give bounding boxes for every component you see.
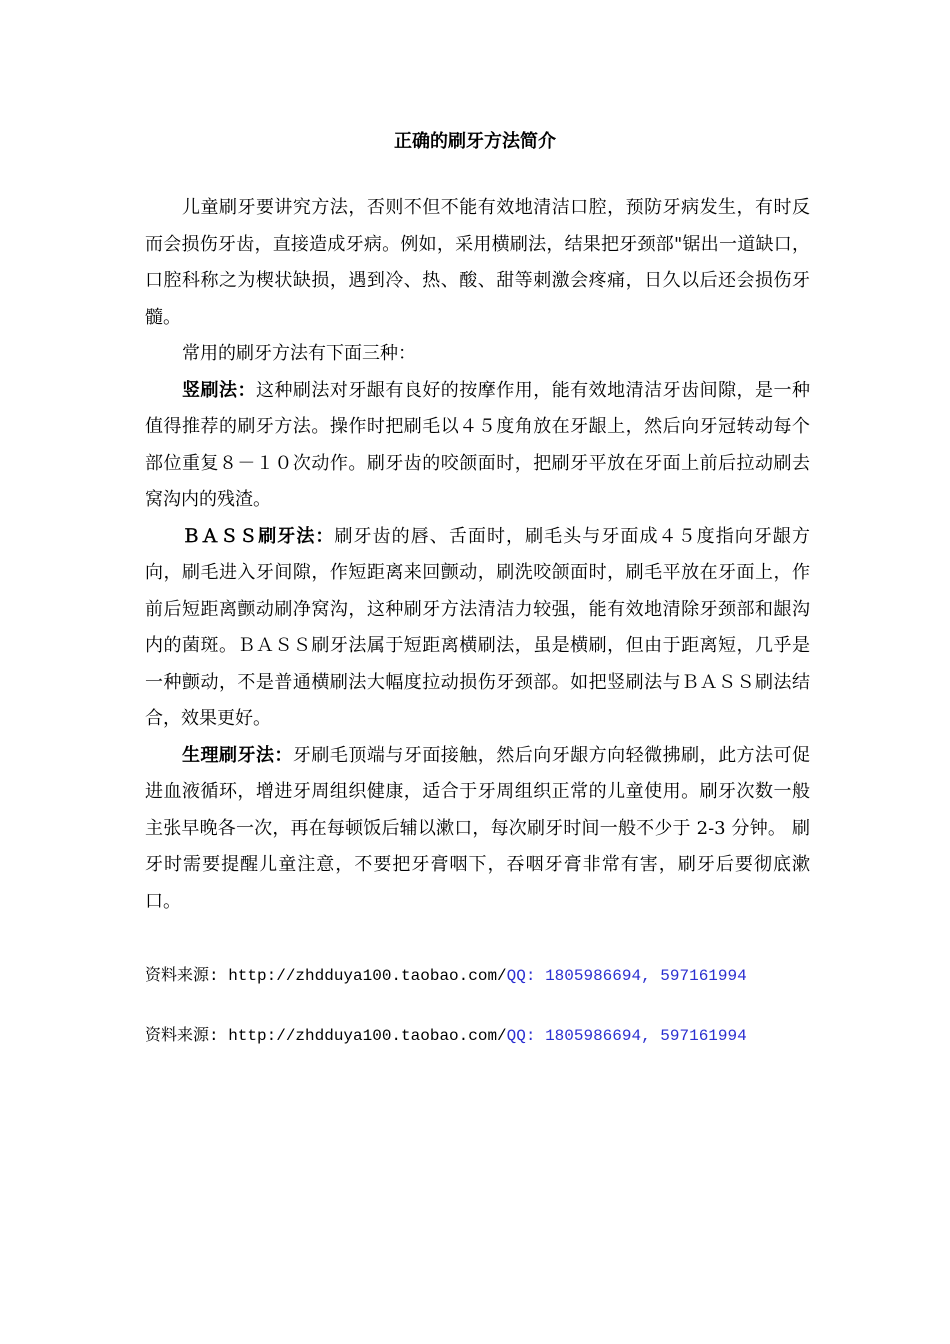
qq-contact: QQ: 1805986694, 597161994: [506, 1027, 747, 1045]
document-body: [145, 190, 810, 920]
qq-contact: QQ: 1805986694, 597161994: [506, 967, 747, 985]
source-line: [145, 962, 747, 985]
source-label[interactable]: 资料来源: http://zhdduya100.taobao.com/: [145, 1027, 507, 1045]
paragraph-text: 这种刷法对牙龈有良好的按摩作用，能有效地清洁牙齿间隙，是一种值得推荐的刷牙方法。操作时把刷毛以４５度角放在牙龈上，然后向牙冠转动每个部位重复８－１０次动作。刷牙齿的咬颌面时，把刷牙平放在牙面上前后拉动刷去窝沟内的残渣。: [145, 379, 811, 510]
paragraph-methods-intro: [145, 336, 810, 373]
method-heading: 生理刷牙法：: [182, 744, 293, 766]
paragraph-text: 儿童刷牙要讲究方法，否则不但不能有效地清洁口腔，预防牙病发生，有时反而会损伤牙齿，直接造成牙病。例如，采用横刷法，结果把牙颈部"锯出一道缺口，口腔科称之为楔状缺损，遇到冷、热、酸、甜等刺激会疼痛，日久以后还会损伤牙髓。: [145, 197, 810, 328]
method-heading: 竖刷法：: [182, 379, 256, 401]
paragraph-text: 刷牙齿的唇、舌面时，刷毛头与牙面成４５度指向牙龈方向，刷毛进入牙间隙，作短距离来回颤动，刷洗咬颌面时，刷毛平放在牙面上，作前后短距离颤动刷净窝沟，这种刷牙方法清洁力较强，能有效地清除牙颈部和龈沟内的菌斑。ＢＡＳＳ刷牙法属于短距离横刷法，虽是横刷，但由于距离短，几乎是一种颤动，不是普通横刷法大幅度拉动损伤牙颈部。如把竖刷法与ＢＡＳＳ刷法结合，效果更好。: [145, 525, 810, 729]
method-heading: ＢＡＳＳ刷牙法：: [182, 525, 335, 547]
paragraph-vertical-brushing: [145, 373, 810, 519]
document-title: 正确的刷牙方法简介: [394, 131, 556, 152]
paragraph-intro: [145, 190, 810, 336]
paragraph-text: 常用的刷牙方法有下面三种：: [182, 343, 416, 364]
source-line: [145, 1022, 747, 1045]
paragraph-bass-brushing: [145, 519, 810, 738]
paragraph-physiological-brushing: [145, 738, 810, 921]
paragraph-text: 牙刷毛顶端与牙面接触，然后向牙龈方向轻微拂刷，此方法可促进血液循环，增进牙周组织健康，适合于牙周组织正常的儿童使用。刷牙次数一般主张早晚各一次，再在每顿饭后辅以漱口，每次刷牙时间一般不少于 2-3 分钟。 刷牙时需要提醒儿童注意，不要把牙膏咽下，吞咽牙膏非常有害，刷牙后要彻底漱口。: [145, 744, 811, 912]
source-label[interactable]: 资料来源: http://zhdduya100.taobao.com/: [145, 967, 507, 985]
